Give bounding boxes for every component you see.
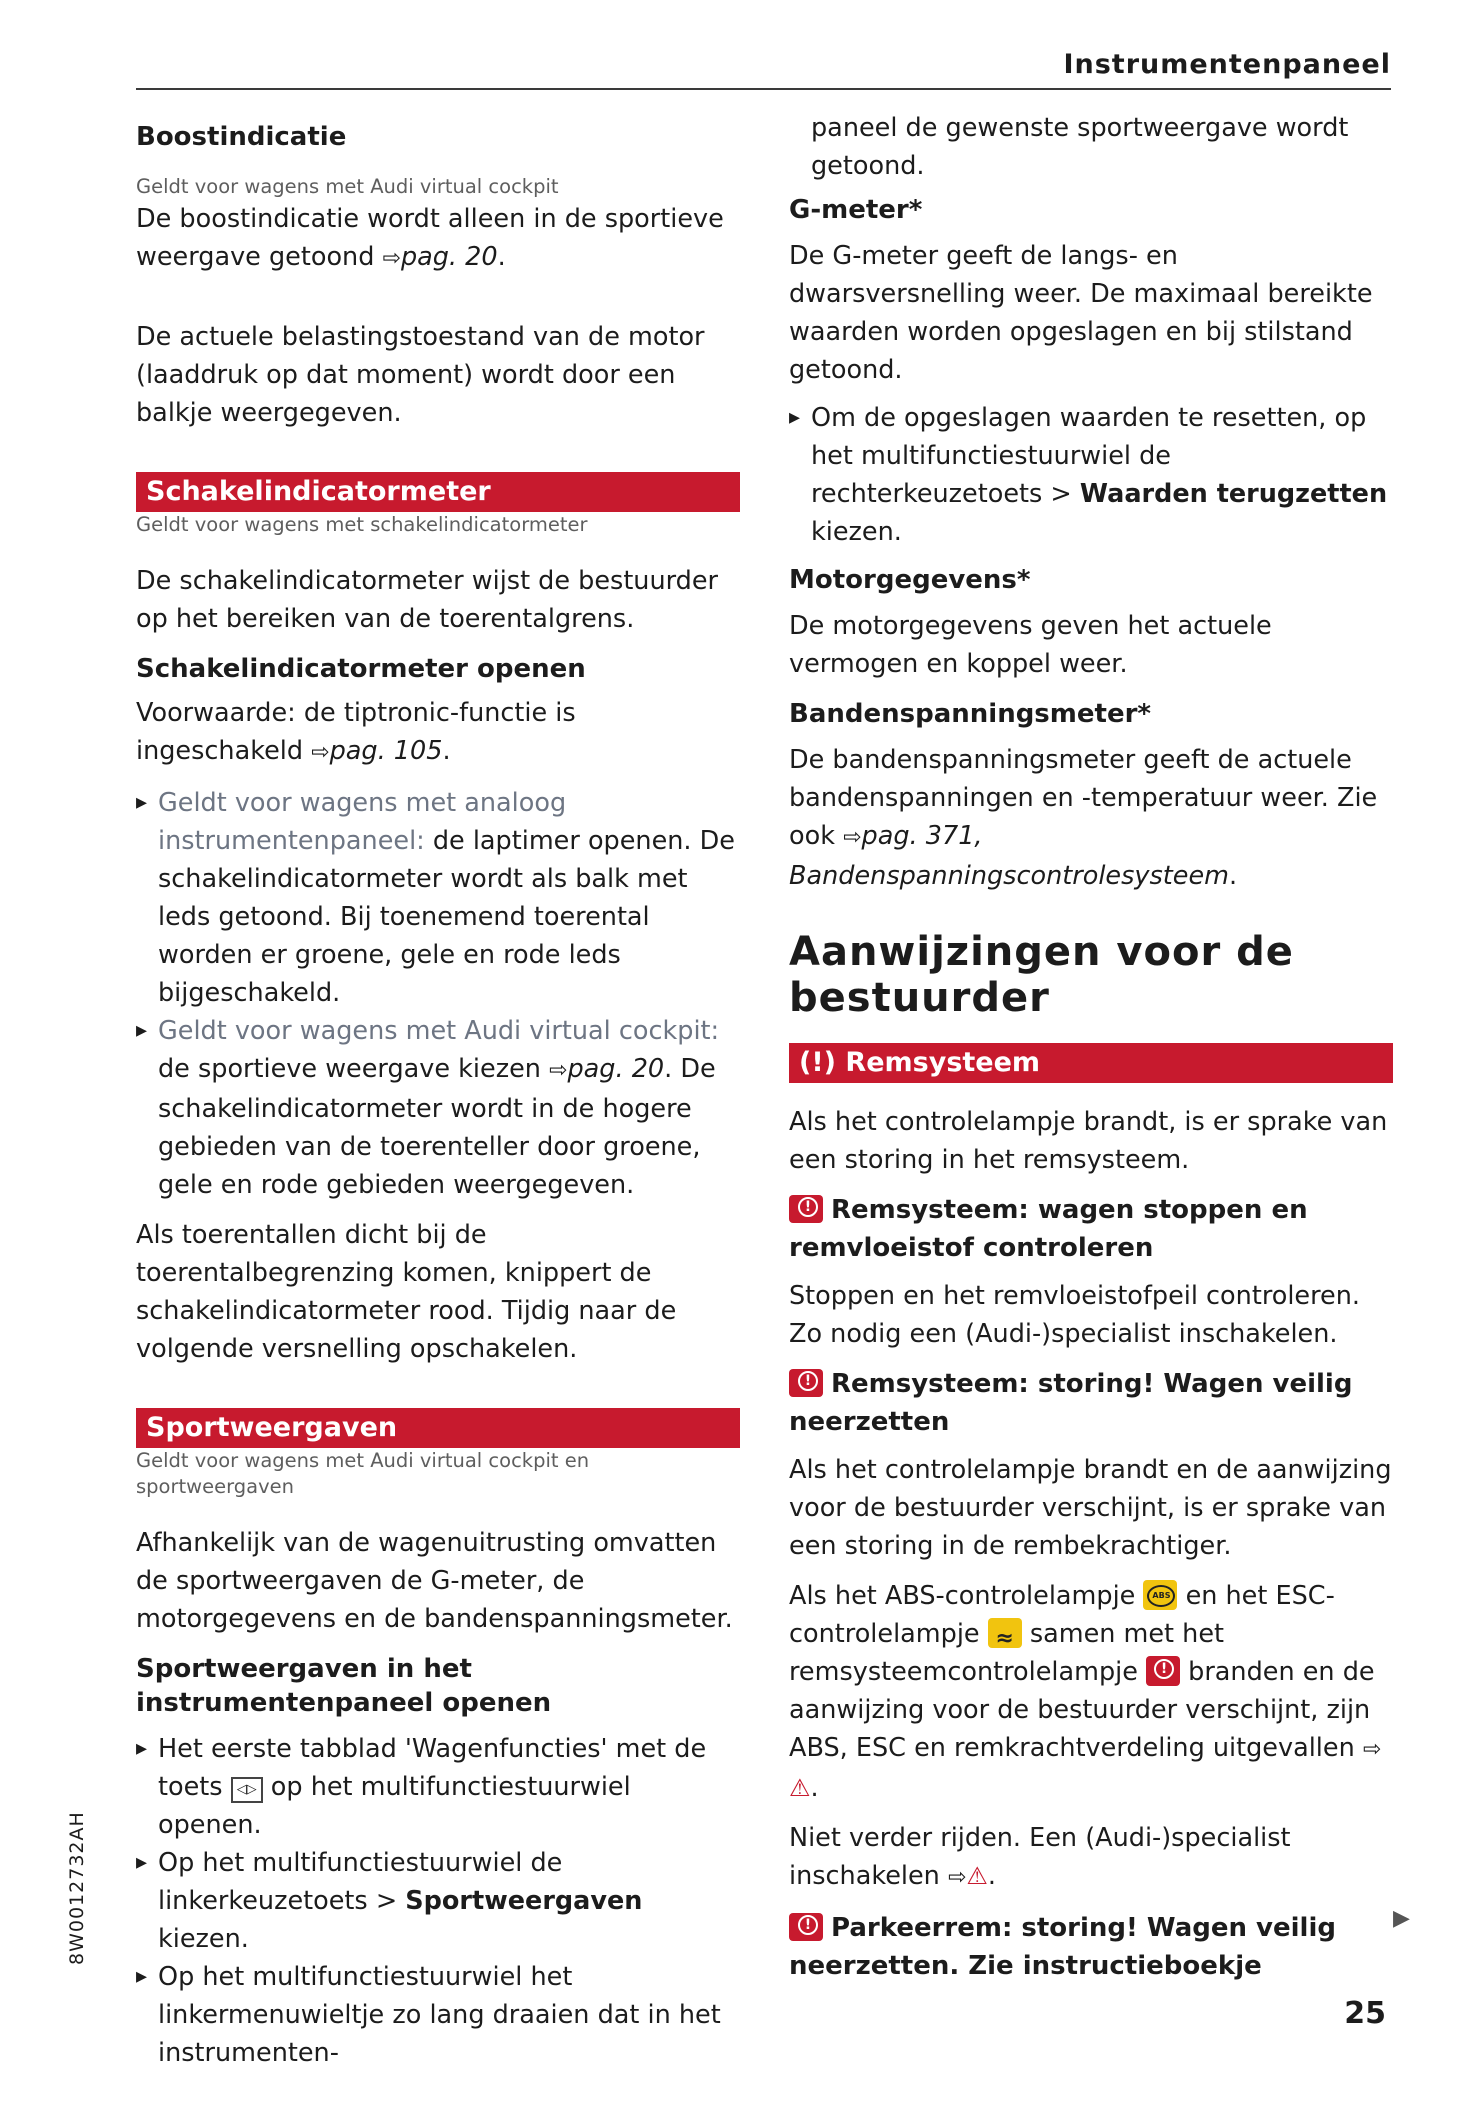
applicability-note: Geldt voor wagens met Audi virtual cockpit <box>136 175 559 198</box>
section-bar-schakelindicatormeter: Schakelindicatormeter <box>136 472 740 512</box>
heading-motorgegevens: Motorgegevens* <box>789 565 1031 595</box>
arrow-icon: ⇨ <box>311 740 330 765</box>
warning-triangle-icon[interactable]: ⚠ <box>966 1862 988 1890</box>
brake-lamp-icon <box>789 1195 823 1223</box>
arrow-keys-icon: ◁▷ <box>231 1777 263 1803</box>
page-number: 25 <box>1344 1996 1386 2031</box>
page-reference[interactable]: pag. 20 <box>400 242 498 272</box>
applicability-note: Geldt voor wagens met Audi virtual cockpit en sportweergaven <box>136 1449 590 1498</box>
heading-g-meter: G-meter* <box>789 195 923 225</box>
continue-arrow-icon: ▶ <box>1393 1906 1410 1931</box>
warning-triangle-icon[interactable]: ⚠ <box>789 1774 811 1802</box>
list-item: ▸ Op het multifunctiestuurwiel het linkermenuwieltje zo lang draaien dat in het instrumenten- <box>136 1958 740 2072</box>
warning-heading: !Remsysteem: wagen stoppen en remvloeistof controleren <box>789 1191 1393 1267</box>
paragraph: De G-meter geeft de langs- en dwarsversnelling weer. De maximaal bereikte waarden worden opgeslagen en bij stilstand getoond. <box>789 241 1373 385</box>
arrow-icon: ⇨ <box>947 1865 967 1890</box>
warning-heading: !Parkeerrem: storing! Wagen veilig neerzetten. Zie instructieboekje <box>789 1909 1393 1985</box>
paragraph: De boostindicatie wordt alleen in de sportieve weergave getoond ⇨pag. 20. <box>136 204 724 272</box>
brake-lamp-icon <box>789 1913 823 1941</box>
paragraph: Voorwaarde: de tiptronic-functie is ingeschakeld ⇨pag. 105. <box>136 698 576 766</box>
bullet-list <box>136 1730 740 2072</box>
paragraph: De bandenspanningsmeter geeft de actuele bandenspanningen en -temperatuur weer. Zie ook ⇨pag. 371, Bandenspanningscontrolesysteem. <box>789 745 1378 891</box>
heading-sportweergaven-openen: Sportweergaven in het instrumentenpaneel openen <box>136 1654 552 1718</box>
list-item: ▸ Geldt voor wagens met Audi virtual cockpit: de sportieve weergave kiezen ⇨pag. 20. De schakelindicatormeter wordt in de hogere gebieden van de toerenteller door groene, gele en rode gebieden weergegeven. <box>136 1012 740 1204</box>
warning-heading: !Remsysteem: storing! Wagen veilig neerzetten <box>789 1365 1393 1441</box>
paragraph: Als het ABS-controlelampje ABS en het ESC-controlelampje ≈ samen met het remsysteemcontrolelampje ! branden en de aanwijzing voor de bestuurder verschijnt, zijn ABS, ESC en remkrachtverdeling uitgevallen ⇨⚠. <box>789 1577 1393 1807</box>
paragraph: Afhankelijk van de wagenuitrusting omvatten de sportweergaven de G-meter, de motorgegevens en de bandenspanningsmeter. <box>136 1528 733 1634</box>
arrow-icon: ⇨ <box>382 246 401 271</box>
paragraph: De motorgegevens geven het actuele vermogen en koppel weer. <box>789 611 1272 679</box>
brake-lamp-icon <box>789 1369 823 1397</box>
page-reference[interactable]: pag. 105 <box>329 736 443 766</box>
esc-lamp-icon <box>988 1618 1022 1648</box>
page-header <box>136 46 1391 90</box>
paragraph: Niet verder rijden. Een (Audi-)specialist inschakelen ⇨⚠. <box>789 1819 1393 1897</box>
abs-lamp-icon <box>1143 1580 1177 1610</box>
paragraph: Als het controlelampje brandt, is er sprake van een storing in het remsysteem. <box>789 1107 1388 1175</box>
heading-schakelindicatormeter-openen: Schakelindicatormeter openen <box>136 654 586 684</box>
header-title: Instrumentenpaneel <box>1063 49 1391 80</box>
paragraph: Als toerentallen dicht bij de toerentalbegrenzing komen, knippert de schakelindicatormeter rood. Tijdig naar de volgende versnelling opschakelen. <box>136 1220 677 1364</box>
heading-bandenspanningsmeter: Bandenspanningsmeter* <box>789 699 1151 729</box>
section-bar-remsysteem: (!) Remsysteem <box>789 1043 1393 1083</box>
chapter-heading: Aanwijzingen voor de bestuurder <box>789 929 1294 1021</box>
heading-boostindicatie: Boostindicatie <box>136 122 347 152</box>
list-item: ▸ Op het multifunctiestuurwiel de linkerkeuzetoets > Sportweergaven kiezen. <box>136 1844 740 1958</box>
paragraph: paneel de gewenste sportweergave wordt getoond. <box>811 113 1349 181</box>
page-reference[interactable]: pag. 371, Bandenspanningscontrolesysteem <box>789 821 1229 891</box>
paragraph: De actuele belastingstoestand van de motor (laaddruk op dat moment) wordt door een balkje weergegeven. <box>136 322 705 428</box>
bullet-list <box>789 399 1393 551</box>
bullet-list <box>136 784 740 1204</box>
list-item: ▸ Het eerste tabblad 'Wagenfuncties' met de toets ◁▷ op het multifunctiestuurwiel openen. <box>136 1730 740 1844</box>
section-bar-sportweergaven: Sportweergaven <box>136 1408 740 1448</box>
right-column <box>789 113 1393 1985</box>
paragraph: De schakelindicatormeter wijst de bestuurder op het bereiken van de toerentalgrens. <box>136 566 719 634</box>
list-item: ▸ Geldt voor wagens met analoog instrumentenpaneel: de laptimer openen. De schakelindicatormeter wordt als balk met leds getoond. Bij toenemend toerental worden er groene, gele en rode leds bijgeschakeld. <box>136 784 740 1012</box>
page-reference[interactable]: pag. 20 <box>567 1054 665 1084</box>
applicability-note: Geldt voor wagens met schakelindicatormeter <box>136 513 588 536</box>
arrow-icon: ⇨ <box>843 825 862 850</box>
document-code: 8W0012732AH <box>66 1811 88 1965</box>
left-column <box>136 120 740 2072</box>
brake-warning-icon: (!) <box>799 1047 836 1078</box>
arrow-icon: ⇨ <box>1362 1737 1382 1762</box>
list-item: ▸ Om de opgeslagen waarden te resetten, op het multifunctiestuurwiel de rechterkeuzetoets > Waarden terugzetten kiezen. <box>789 399 1393 551</box>
paragraph: Stoppen en het remvloeistofpeil controleren. Zo nodig een (Audi-)specialist inschakelen. <box>789 1281 1360 1349</box>
arrow-icon: ⇨ <box>549 1058 568 1083</box>
brake-lamp-icon <box>1146 1656 1180 1686</box>
paragraph: Als het controlelampje brandt en de aanwijzing voor de bestuurder verschijnt, is er sprake van een storing in de rembekrachtiger. <box>789 1455 1392 1561</box>
